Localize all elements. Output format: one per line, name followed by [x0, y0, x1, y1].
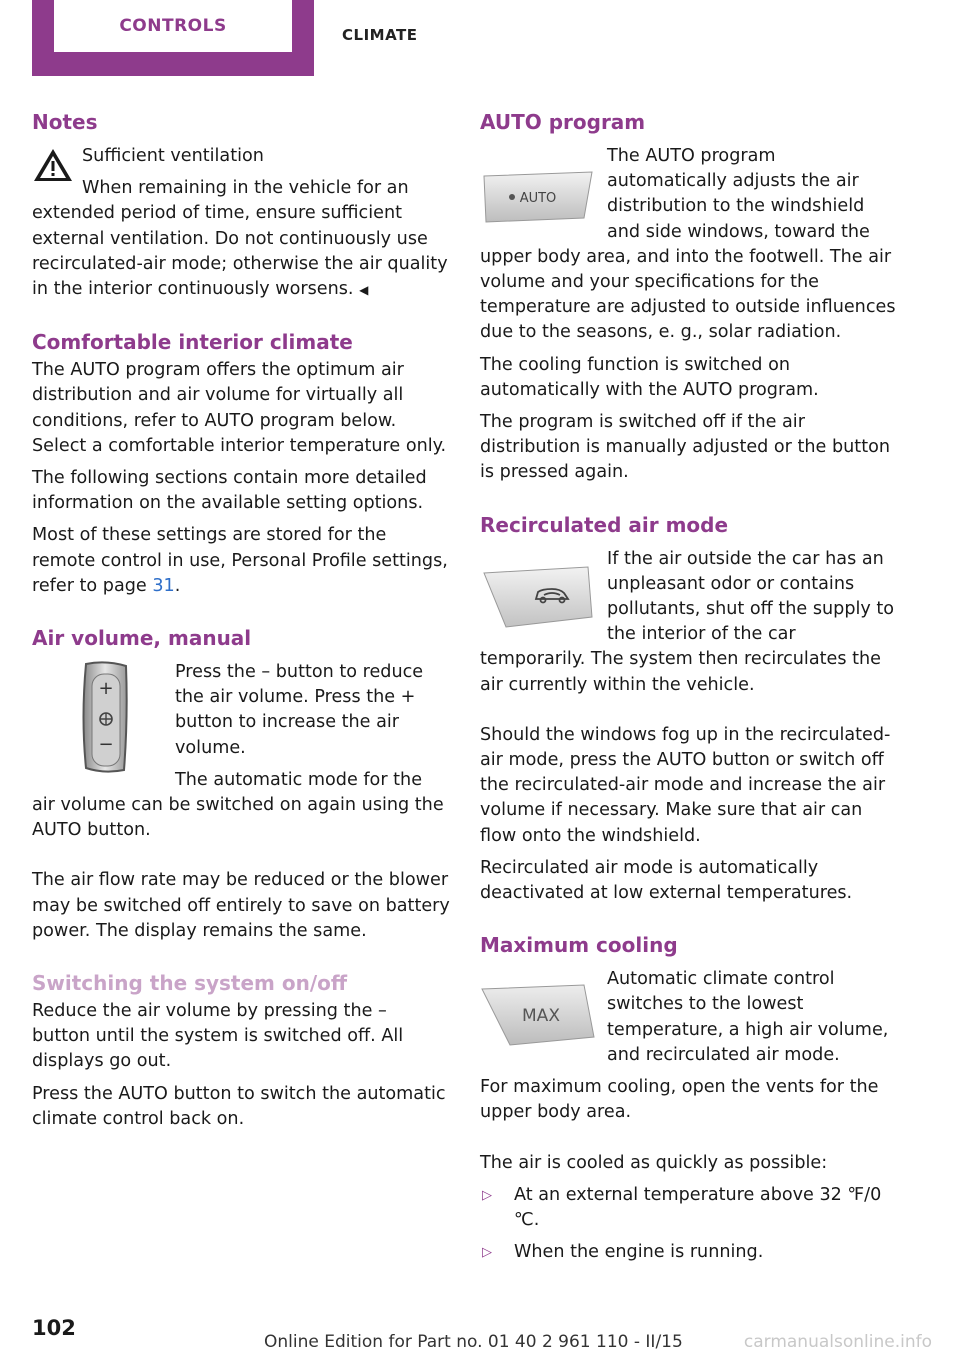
chapter-tab-label: CLIMATE	[342, 26, 418, 44]
auto-p3: The program is switched off if the air distribution is manually adjusted or the button is pressed again.	[480, 412, 891, 483]
list-bullet: ▷	[482, 1245, 492, 1261]
max-heading: Maximum cooling	[480, 933, 678, 958]
section-tab	[32, 0, 314, 76]
page-link[interactable]: 31	[152, 575, 175, 596]
warning-triangle-icon	[32, 146, 74, 184]
comfort-p2: The following sections contain more detailed information on the available setting options.	[32, 468, 427, 514]
auto-button-label: AUTO	[519, 191, 557, 206]
list-item: ▷ When the engine is running.	[480, 1240, 900, 1265]
conditions-list	[480, 1183, 900, 1266]
notes-heading: Notes	[32, 110, 98, 134]
on-off-heading: Switching the system on/off	[32, 971, 348, 996]
air-volume-button-image	[48, 660, 163, 776]
section-tab-label: CONTROLS	[54, 0, 292, 52]
recirc-heading: Recirculated air mode	[480, 512, 729, 537]
plus-label: +	[98, 678, 114, 700]
recirc-p1: If the air outside the car has an unpleasant odor or contains pollutants, shut off the supply to the interior of the car temporarily. The system then recirculates the air currently within the vehicle.	[480, 548, 895, 695]
recirc-button-image	[480, 561, 595, 635]
warning-text: When remaining in the vehicle for an extended period of time, ensure sufficient external ventilation. Do not continuously use recirculated-air mode; otherwise the air quality in the interior continuously worsens. ◀	[32, 178, 448, 300]
left-column	[32, 108, 450, 1139]
minus-label: −	[98, 734, 114, 756]
air-volume-p3: The air flow rate may be reduced or the blower may be switched off entirely to save on battery power. The display remains the same.	[32, 870, 450, 941]
max-button-image	[480, 979, 595, 1051]
auto-p2: The cooling function is switched on automatically with the AUTO program.	[480, 354, 819, 400]
max-p2: For maximum cooling, open the vents for the upper body area.	[480, 1077, 879, 1123]
warning-note	[32, 144, 450, 303]
list-bullet: ▷	[482, 1187, 492, 1203]
recirc-p2: Should the windows fog up in the recirculated-air mode, press the AUTO button or switch off the recirculated-air mode and increase the air volume if necessary. Make sure that air can flow onto the windshield.	[480, 724, 891, 846]
max-button-label: MAX	[522, 1006, 560, 1027]
on-off-p1: Reduce the air volume by pressing the – button until the system is switched off. All displays go out.	[32, 1001, 404, 1072]
page-number: 102	[32, 1316, 76, 1340]
edition-footer: Online Edition for Part no. 01 40 2 961 110 - II/15	[264, 1332, 683, 1352]
right-column	[480, 108, 900, 1272]
max-p1: Automatic climate control switches to the lowest temperature, a high air volume, and recirculated air mode.	[607, 969, 889, 1065]
end-mark: ◀	[359, 283, 369, 298]
list-item: ▷ At an external temperature above 32 ℉/0 ℃.	[482, 1184, 882, 1230]
comfort-p3: Most of these settings are stored for the remote control in use, Personal Profile settings, refer to page 31.	[32, 525, 448, 596]
recirc-p3: Recirculated air mode is automatically deactivated at low external temperatures.	[480, 857, 853, 904]
air-volume-p1: Press the – button to reduce the air volume. Press the + button to increase the air volume.	[175, 662, 424, 758]
max-p3: The air is cooled as quickly as possible:	[480, 1152, 828, 1173]
comfort-p1: The AUTO program offers the optimum air distribution and air volume for virtually all conditions, refer to AUTO program below. Select a comfortable interior temperature only.	[32, 360, 447, 456]
auto-button-image	[480, 166, 595, 236]
on-off-p2: Press the AUTO button to switch the automatic climate control back on.	[32, 1083, 446, 1129]
comfort-heading: Comfortable interior climate	[32, 330, 353, 355]
watermark: carmanualsonline.info	[743, 1332, 932, 1352]
air-volume-p2: The automatic mode for the air volume can be switched on again using the AUTO button.	[32, 769, 444, 841]
auto-p1: The AUTO program automatically adjusts the air distribution to the windshield and side windows, toward the upper body area, and into the footwell. The air volume and your specifications for the temperature are adjusted to outside influences due to the seasons, e. g., solar radiation.	[480, 146, 896, 343]
air-volume-heading: Air volume, manual	[32, 626, 252, 651]
auto-heading: AUTO program	[480, 110, 646, 134]
warning-title: Sufficient ventilation	[82, 146, 264, 166]
